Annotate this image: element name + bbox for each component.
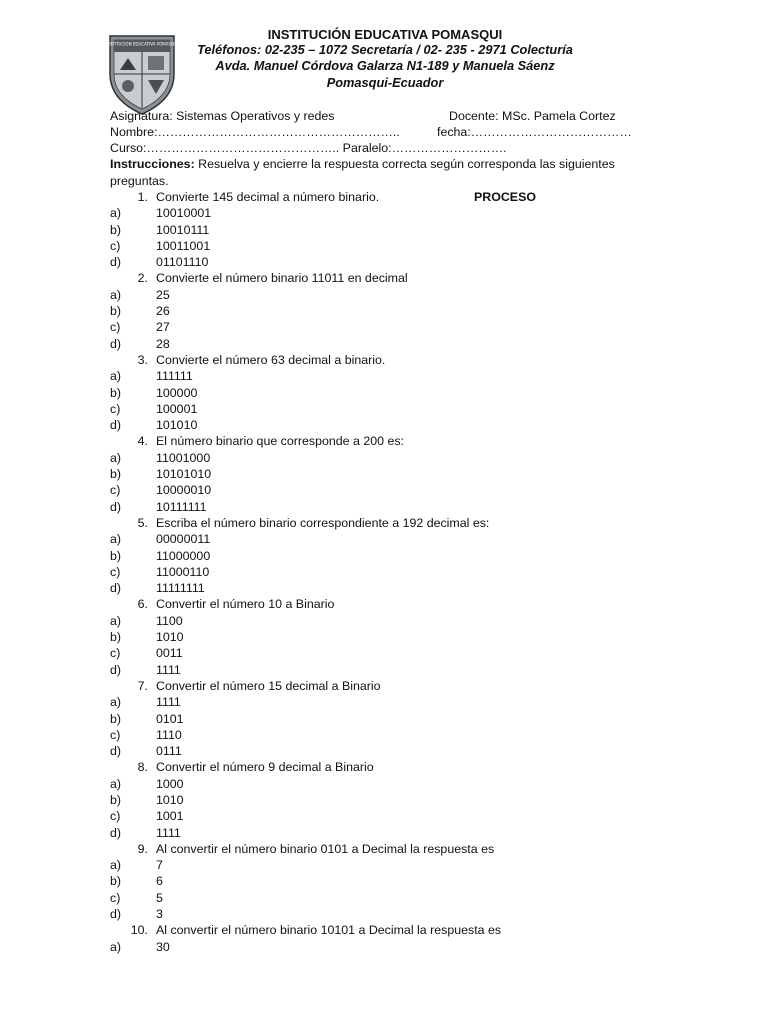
question-text: Escriba el número binario correspondiente a 192 decimal es:: [156, 515, 490, 530]
option-value: 1111: [156, 825, 181, 840]
option-value: 11000000: [156, 548, 211, 563]
option-value: 10010111: [156, 222, 210, 237]
answer-option[interactable]: [110, 873, 630, 889]
question-text: Convertir el número 9 decimal a Binario: [156, 760, 374, 775]
option-letter: b): [110, 304, 122, 319]
question-number: 3.: [137, 352, 148, 367]
option-letter: d): [110, 336, 122, 351]
answer-option[interactable]: [110, 548, 630, 564]
svg-text:INSTITUCION EDUCATIVA POMASQUI: INSTITUCION EDUCATIVA POMASQUI: [106, 41, 178, 47]
option-letter: a): [110, 776, 122, 791]
answer-option[interactable]: [110, 939, 630, 955]
option-letter: b): [110, 792, 122, 807]
option-value: 10011001: [156, 238, 211, 253]
option-letter: a): [110, 858, 122, 873]
answer-option[interactable]: [110, 776, 630, 792]
option-letter: d): [110, 499, 122, 514]
option-value: 10010001: [156, 206, 212, 221]
option-letter: c): [110, 809, 121, 824]
option-letter: d): [110, 581, 122, 596]
question-number: 1.: [137, 190, 148, 204]
answer-option[interactable]: [110, 254, 630, 270]
option-value: 11001000: [156, 450, 211, 465]
question-list: [110, 189, 630, 955]
answer-option[interactable]: [110, 629, 630, 645]
answer-option[interactable]: [110, 727, 630, 743]
question-item: [110, 515, 630, 531]
option-value: 28: [156, 336, 170, 351]
question-number: 4.: [137, 434, 148, 449]
question-text: Al convertir el número binario 0101 a Decimal la respuesta es: [156, 841, 495, 856]
question-number: 5.: [137, 515, 148, 530]
option-letter: a): [110, 613, 122, 628]
question-item: [110, 433, 630, 449]
option-letter: a): [110, 206, 122, 221]
answer-option[interactable]: [110, 417, 630, 433]
option-value: 1000: [156, 776, 184, 791]
option-value: 1110: [156, 727, 182, 742]
question-text: Convierte el número binario 11011 en decimal: [156, 271, 408, 286]
option-value: 100000: [156, 385, 198, 400]
option-letter: c): [110, 727, 121, 742]
answer-option[interactable]: [110, 466, 630, 482]
option-letter: d): [110, 418, 122, 433]
answer-option[interactable]: [110, 482, 630, 498]
option-value: 101010: [156, 418, 198, 433]
answer-option[interactable]: [110, 303, 630, 319]
question-number: 9.: [137, 841, 148, 856]
course-field: Curso:……………………………………….. Paralelo:……………………….: [110, 141, 507, 155]
option-value: 26: [156, 304, 170, 319]
answer-option[interactable]: [110, 906, 630, 922]
question-item: [110, 678, 630, 694]
option-value: 1111: [156, 662, 181, 677]
option-value: 1010: [156, 630, 184, 645]
answer-option[interactable]: [110, 564, 630, 580]
answer-option[interactable]: [110, 743, 630, 759]
question-text: Convertir el número 10 a Binario: [156, 597, 335, 612]
answer-option[interactable]: [110, 662, 630, 678]
question-text: Al convertir el número binario 10101 a Decimal la respuesta es: [156, 923, 502, 938]
question-number: 2.: [137, 271, 148, 286]
option-letter: a): [110, 939, 122, 954]
question-number: 7.: [137, 678, 148, 693]
answer-option[interactable]: [110, 401, 630, 417]
answer-option[interactable]: [110, 694, 630, 710]
answer-option[interactable]: [110, 499, 630, 515]
option-value: 11111111: [156, 581, 205, 596]
answer-option[interactable]: [110, 287, 630, 303]
option-letter: c): [110, 483, 121, 498]
option-letter: a): [110, 287, 122, 302]
option-value: 10111111: [156, 499, 207, 514]
option-letter: b): [110, 711, 122, 726]
option-value: 7: [156, 858, 163, 873]
question-number: 6.: [137, 597, 148, 612]
option-letter: a): [110, 450, 122, 465]
option-letter: c): [110, 646, 121, 661]
option-letter: a): [110, 532, 122, 547]
question-item: [110, 841, 630, 857]
answer-option[interactable]: [110, 613, 630, 629]
header-phones: Teléfonos: 02-235 – 1072 Secretaría / 02- 235 - 2971 Colecturía: [197, 42, 573, 57]
proceso-label: PROCESO: [474, 190, 536, 204]
question-item: [110, 922, 630, 938]
option-value: 0111: [156, 744, 182, 759]
answer-option[interactable]: [110, 319, 630, 335]
question-text: Convertir el número 15 decimal a Binario: [156, 678, 381, 693]
answer-option[interactable]: [110, 450, 630, 466]
option-value: 3: [156, 907, 163, 922]
option-value: 0011: [156, 646, 183, 661]
name-field: Nombre:…………………………………………………..: [110, 125, 400, 139]
teacher-label: Docente: MSc. Pamela Cortez: [449, 109, 616, 123]
option-letter: c): [110, 238, 121, 253]
option-value: 100001: [156, 401, 198, 416]
answer-option[interactable]: [110, 890, 630, 906]
option-value: 6: [156, 874, 163, 889]
header-city: Pomasqui-Ecuador: [326, 75, 444, 90]
question-item: [110, 189, 630, 205]
institution-name: INSTITUCIÓN EDUCATIVA POMASQUI: [267, 27, 503, 42]
option-value: 00000011: [156, 532, 211, 547]
instructions-text: Resuelva y encierre la respuesta correcta según corresponda las siguientes preguntas.: [110, 157, 615, 188]
option-value: 1100: [156, 613, 183, 628]
question-text: Convierte el número 63 decimal a binario.: [156, 352, 386, 367]
option-letter: b): [110, 548, 122, 563]
header-address: Avda. Manuel Córdova Galarza N1-189 y Manuela Sáenz: [215, 58, 555, 73]
question-number: 8.: [137, 760, 148, 775]
option-letter: a): [110, 369, 122, 384]
option-value: 1001: [156, 809, 184, 824]
option-value: 10101010: [156, 467, 212, 482]
option-letter: b): [110, 467, 122, 482]
option-letter: d): [110, 744, 122, 759]
option-letter: c): [110, 890, 121, 905]
option-value: 27: [156, 320, 170, 335]
answer-option[interactable]: [110, 711, 630, 727]
answer-option[interactable]: [110, 205, 630, 221]
option-letter: d): [110, 907, 122, 922]
option-letter: d): [110, 825, 122, 840]
question-text: Convierte 145 decimal a número binario.: [156, 190, 380, 204]
question-item: [110, 596, 630, 612]
answer-option[interactable]: [110, 336, 630, 352]
answer-option[interactable]: [110, 645, 630, 661]
question-item: [110, 270, 630, 286]
option-letter: b): [110, 630, 122, 645]
question-text: El número binario que corresponde a 200 es:: [156, 434, 404, 449]
question-item: [110, 759, 630, 775]
answer-option[interactable]: [110, 238, 630, 254]
option-value: 111111: [156, 369, 193, 384]
option-value: 0101: [156, 711, 184, 726]
option-value: 25: [156, 287, 170, 302]
answer-option[interactable]: [110, 368, 630, 384]
option-value: 1111: [156, 695, 181, 710]
answer-option[interactable]: [110, 580, 630, 596]
answer-option[interactable]: [110, 792, 630, 808]
option-value: 11000110: [156, 564, 210, 579]
option-letter: c): [110, 401, 121, 416]
option-value: 1010: [156, 792, 184, 807]
question-number: 10.: [130, 923, 148, 938]
option-letter: a): [110, 695, 122, 710]
answer-option[interactable]: [110, 857, 630, 873]
option-value: 30: [156, 939, 170, 954]
answer-option[interactable]: [110, 385, 630, 401]
question-item: [110, 352, 630, 368]
instructions-label: Instrucciones:: [110, 157, 195, 171]
option-letter: d): [110, 662, 122, 677]
option-letter: b): [110, 222, 122, 237]
answer-option[interactable]: [110, 808, 630, 824]
instructions: [110, 156, 640, 189]
subject-label: Asignatura: Sistemas Operativos y redes: [110, 109, 335, 123]
option-letter: c): [110, 564, 121, 579]
option-letter: d): [110, 255, 122, 270]
option-value: 01101110: [156, 255, 209, 270]
answer-option[interactable]: [110, 825, 630, 841]
answer-option[interactable]: [110, 222, 630, 238]
option-letter: b): [110, 874, 122, 889]
option-letter: c): [110, 320, 121, 335]
option-letter: b): [110, 385, 122, 400]
option-value: 10000010: [156, 483, 212, 498]
option-value: 5: [156, 890, 163, 905]
answer-option[interactable]: [110, 531, 630, 547]
date-field: fecha:…………………………………: [437, 125, 632, 139]
